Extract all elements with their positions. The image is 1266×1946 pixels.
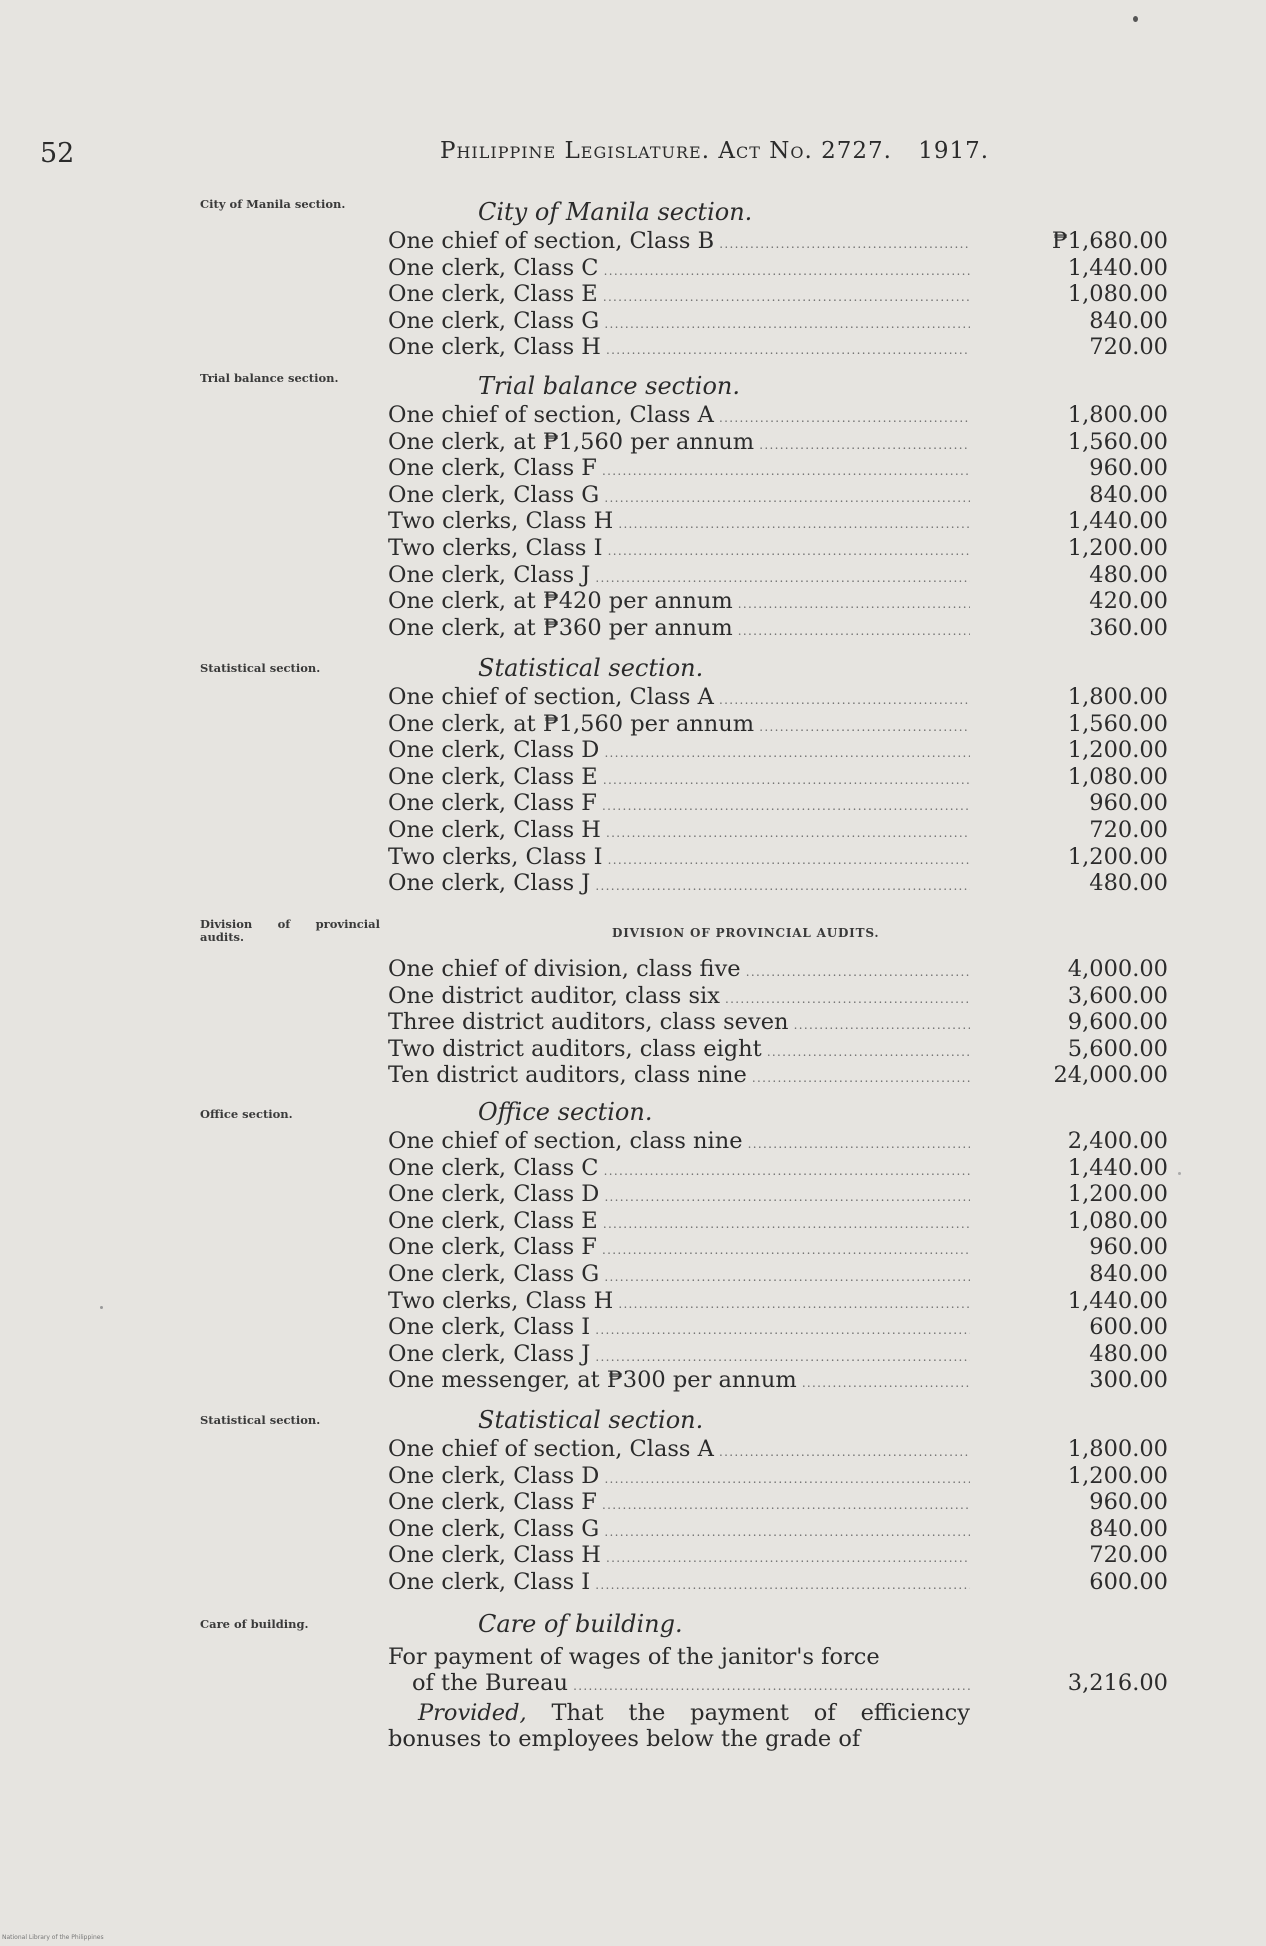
page-header	[0, 138, 1266, 178]
list-item	[388, 1234, 1168, 1261]
entry-label: One chief of section, class nine .....	[388, 1128, 970, 1157]
section-title: Statistical section.	[478, 654, 704, 682]
entry-label: One clerk, at ₱420 per annum .....	[388, 588, 970, 617]
entry-amount: 420.00	[1089, 588, 1168, 615]
list-item	[388, 870, 1168, 897]
running-head	[440, 138, 989, 164]
list-item	[388, 1009, 1168, 1036]
list-item	[388, 1181, 1168, 1208]
entry-label: One chief of section, Class B .....	[388, 228, 970, 257]
list-item	[388, 1288, 1168, 1315]
list-item	[388, 1341, 1168, 1368]
entry-list	[388, 1436, 1168, 1596]
list-item	[388, 1155, 1168, 1182]
list-item	[388, 615, 1168, 642]
entry-amount: 720.00	[1089, 334, 1168, 361]
list-item	[388, 1128, 1168, 1155]
entry-amount: 600.00	[1089, 1314, 1168, 1341]
entry-label: One clerk, Class F .....	[388, 455, 970, 484]
list-item	[388, 1569, 1168, 1596]
entry-amount: 840.00	[1089, 1260, 1168, 1287]
entry-amount: 1,080.00	[1067, 763, 1168, 790]
entry-amount: 1,560.00	[1067, 428, 1168, 455]
entry-label: One clerk, Class C .....	[388, 1155, 970, 1184]
proviso-text: That the payment of efficiency bonuses to employees below the grade of	[388, 1700, 970, 1752]
entry-label: One clerk, Class I .....	[388, 1314, 970, 1343]
sidenote: City of Manila section.	[200, 197, 346, 211]
list-item	[388, 334, 1168, 361]
entry-label: One clerk, at ₱360 per annum .....	[388, 615, 970, 644]
entry-label: One clerk, Class E .....	[388, 764, 970, 793]
entry-label: One clerk, Class F .....	[388, 790, 970, 819]
entry-list	[388, 1128, 1168, 1394]
entry-label: Ten district auditors, class nine .....	[388, 1062, 970, 1091]
section-title: Statistical section.	[478, 1406, 704, 1434]
list-item	[388, 1062, 1168, 1089]
entry-amount: 1,440.00	[1067, 508, 1168, 535]
entry-amount: 960.00	[1089, 455, 1168, 482]
entry-amount: 1,200.00	[1067, 843, 1168, 870]
entry-label: One clerk, Class J .....	[388, 870, 970, 899]
entry-amount: 1,200.00	[1067, 1462, 1168, 1489]
entry-label: One clerk, Class H .....	[388, 334, 970, 363]
list-item	[388, 1208, 1168, 1235]
list-item	[388, 983, 1168, 1010]
entry-label: One clerk, Class J .....	[388, 1341, 970, 1370]
entry-amount: 360.00	[1089, 614, 1168, 641]
list-item	[388, 1036, 1168, 1063]
entry-amount: 1,560.00	[1067, 710, 1168, 737]
list-item	[388, 562, 1168, 589]
entry-amount: 960.00	[1089, 1234, 1168, 1261]
list-item	[388, 1542, 1168, 1569]
entry-label: One clerk, Class G .....	[388, 1261, 970, 1290]
list-item	[388, 535, 1168, 562]
sidenote: Office section.	[200, 1107, 293, 1121]
entry-amount: 3,600.00	[1067, 982, 1168, 1009]
entry-amount: 1,800.00	[1067, 1436, 1168, 1462]
entry-list	[388, 956, 1168, 1089]
entry-label: One chief of section, Class A .....	[388, 684, 970, 713]
running-head-year: 1917.	[918, 138, 990, 164]
list-item	[388, 429, 1168, 456]
entry-label: Two clerks, Class I .....	[388, 535, 970, 564]
entry-label: One district auditor, class six .....	[388, 983, 970, 1012]
sidenote: Statistical section.	[200, 1413, 321, 1427]
scan-footer: National Library of the Philippines	[2, 1934, 104, 1941]
list-item	[388, 1314, 1168, 1341]
entry-amount: 720.00	[1089, 1542, 1168, 1569]
entry-label: One chief of section, Class A .....	[388, 1436, 970, 1465]
entry-label: One clerk, Class H .....	[388, 1542, 970, 1571]
entry-label: One clerk, Class E .....	[388, 281, 970, 310]
entry-label: One clerk, Class D .....	[388, 737, 970, 766]
entry-label: One clerk, Class G .....	[388, 482, 970, 511]
section-title: Care of building.	[478, 1610, 683, 1638]
sidenote: Division of provincial audits.	[200, 917, 380, 944]
entry-label: One clerk, Class D .....	[388, 1181, 970, 1210]
list-item	[388, 1367, 1168, 1394]
list-item	[388, 402, 1168, 429]
list-item	[388, 228, 1168, 255]
entry-label-line1: For payment of wages of the janitor's force	[388, 1644, 880, 1670]
entry-amount: 1,440.00	[1067, 1154, 1168, 1181]
entry-amount: 9,600.00	[1067, 1009, 1168, 1036]
sidenote: Statistical section.	[200, 661, 321, 675]
list-item	[388, 1644, 1168, 1696]
entry-amount: 480.00	[1089, 1340, 1168, 1367]
running-head-act: Act No. 2727.	[718, 138, 892, 164]
sidenote: Care of building.	[200, 1617, 309, 1631]
entry-amount: 3,216.00	[1067, 1670, 1168, 1696]
list-item	[388, 1516, 1168, 1543]
scan-speck	[1133, 16, 1138, 22]
proviso-italic: Provided,	[418, 1700, 527, 1726]
entry-amount: 960.00	[1089, 1489, 1168, 1516]
entry-amount: ₱1,680.00	[1051, 228, 1168, 254]
entry-label: One clerk, Class F .....	[388, 1489, 970, 1518]
entry-amount: 1,440.00	[1067, 1287, 1168, 1314]
entry-label: One clerk, Class C .....	[388, 255, 970, 284]
entry-amount: 1,080.00	[1067, 1207, 1168, 1234]
entry-amount: 1,080.00	[1067, 281, 1168, 308]
scan-speck	[100, 1306, 103, 1309]
entry-label: One messenger, at ₱300 per annum .....	[388, 1367, 970, 1396]
proviso-paragraph	[388, 1700, 970, 1752]
entry-amount: 1,800.00	[1067, 684, 1168, 710]
list-item	[388, 737, 1168, 764]
entry-amount: 960.00	[1089, 790, 1168, 817]
entry-label: One clerk, at ₱1,560 per annum .....	[388, 429, 970, 458]
list-item	[388, 255, 1168, 282]
entry-label: One chief of section, Class A .....	[388, 402, 970, 431]
entry-label: One clerk, at ₱1,560 per annum .....	[388, 711, 970, 740]
entry-label: One clerk, Class G .....	[388, 308, 970, 337]
entry-amount: 840.00	[1089, 307, 1168, 334]
entry-amount: 1,440.00	[1067, 254, 1168, 281]
entry-amount: 1,200.00	[1067, 737, 1168, 764]
entry-label: One clerk, Class H .....	[388, 817, 970, 846]
running-head-title: Philippine Legislature.	[440, 138, 711, 164]
page-number: 52	[40, 138, 75, 169]
list-item	[388, 956, 1168, 983]
entry-amount: 4,000.00	[1067, 956, 1168, 982]
entry-label: Two clerks, Class H .....	[388, 508, 970, 537]
entry-list	[388, 228, 1168, 361]
entry-label: Three district auditors, class seven .....	[388, 1009, 970, 1038]
list-item	[388, 790, 1168, 817]
entry-list	[388, 1644, 1168, 1696]
scan-speck	[1178, 1172, 1181, 1175]
entry-amount: 720.00	[1089, 816, 1168, 843]
list-item	[388, 1436, 1168, 1463]
entry-amount: 300.00	[1089, 1367, 1168, 1394]
entry-label: One clerk, Class G .....	[388, 1516, 970, 1545]
entry-label: One chief of division, class five .....	[388, 956, 970, 985]
list-item	[388, 684, 1168, 711]
list-item	[388, 508, 1168, 535]
entry-label: One clerk, Class F .....	[388, 1234, 970, 1263]
entry-amount: 1,800.00	[1067, 402, 1168, 428]
entry-amount: 840.00	[1089, 1515, 1168, 1542]
list-item	[388, 764, 1168, 791]
entry-amount: 600.00	[1089, 1568, 1168, 1595]
entry-label: One clerk, Class D .....	[388, 1463, 970, 1492]
entry-amount: 24,000.00	[1053, 1062, 1168, 1089]
list-item	[388, 308, 1168, 335]
entry-label: Two district auditors, class eight .....	[388, 1036, 970, 1065]
list-item	[388, 1261, 1168, 1288]
entry-amount: 480.00	[1089, 870, 1168, 897]
sidenote: Trial balance section.	[200, 371, 339, 385]
entry-label-line2: of the Bureau .....	[412, 1670, 970, 1699]
list-item	[388, 1463, 1168, 1490]
list-item	[388, 482, 1168, 509]
entry-amount: 5,600.00	[1067, 1035, 1168, 1062]
entry-amount: 480.00	[1089, 561, 1168, 588]
list-item	[388, 817, 1168, 844]
entry-list	[388, 402, 1168, 641]
list-item	[388, 455, 1168, 482]
entry-label: One clerk, Class J .....	[388, 562, 970, 591]
list-item	[388, 281, 1168, 308]
section-title: Office section.	[478, 1098, 653, 1126]
list-item	[388, 844, 1168, 871]
entry-label: One clerk, Class E .....	[388, 1208, 970, 1237]
list-item	[388, 1489, 1168, 1516]
entry-amount: 2,400.00	[1067, 1128, 1168, 1154]
entry-label: One clerk, Class I .....	[388, 1569, 970, 1598]
section-title: Trial balance section.	[478, 372, 740, 400]
section-title: City of Manila section.	[478, 198, 753, 226]
entry-label: Two clerks, Class I .....	[388, 844, 970, 873]
entry-list	[388, 684, 1168, 897]
division-title: DIVISION OF PROVINCIAL AUDITS.	[612, 926, 880, 940]
list-item	[388, 711, 1168, 738]
entry-amount: 840.00	[1089, 481, 1168, 508]
list-item	[388, 588, 1168, 615]
entry-label: Two clerks, Class H .....	[388, 1288, 970, 1317]
entry-amount: 1,200.00	[1067, 534, 1168, 561]
entry-amount: 1,200.00	[1067, 1181, 1168, 1208]
